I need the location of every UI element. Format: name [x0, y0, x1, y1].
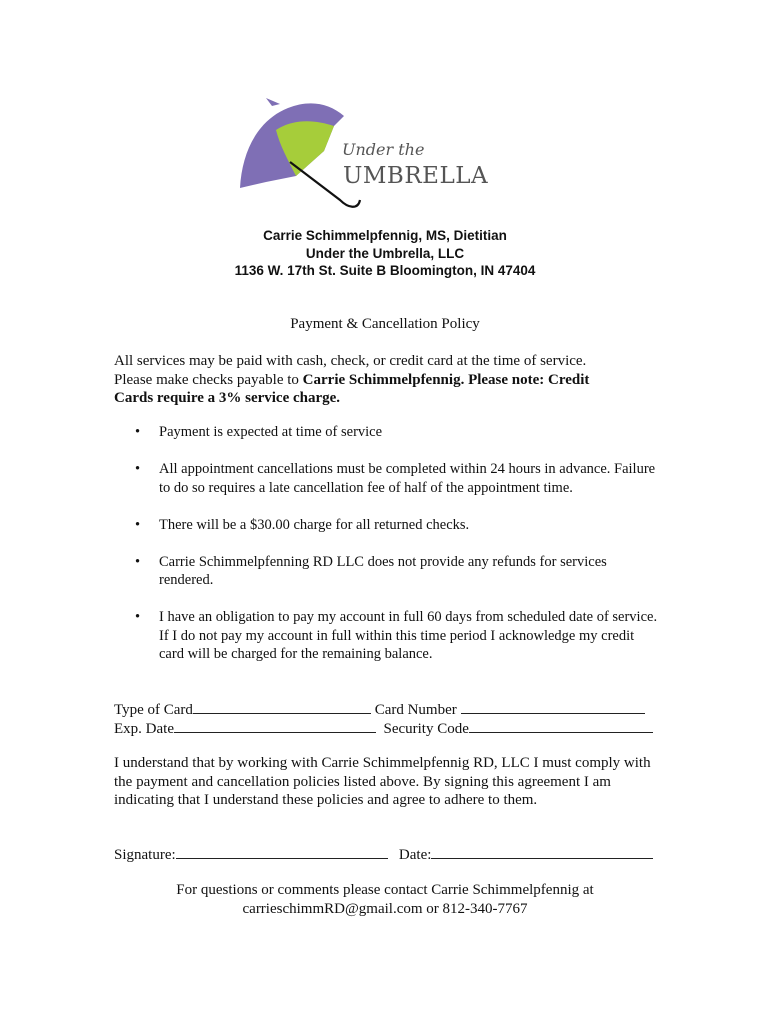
logo-text-umbrella: UMBRELLA	[343, 163, 489, 189]
list-item	[114, 553, 659, 590]
contact-line-2: carrieschimmRD@gmail.com or 812-340-7767	[242, 900, 528, 917]
signature-label: Signature:	[114, 847, 176, 863]
policy-list	[114, 423, 659, 682]
exp-date-field[interactable]	[174, 719, 376, 733]
dietitian-name: Carrie Schimmelpfennig, MS, Dietitian	[263, 228, 507, 243]
bullet-icon: •	[135, 553, 141, 570]
company-name: Under the Umbrella, LLC	[305, 245, 465, 261]
date-label: Date:	[398, 847, 432, 863]
card-exp-row	[114, 719, 653, 738]
intro-line-2	[114, 371, 659, 390]
list-item	[114, 423, 659, 442]
bullet-text: There will be a $30.00 charge for all returned checks.	[159, 516, 470, 533]
bullet-icon: •	[135, 516, 141, 533]
intro-paragraph	[114, 352, 659, 408]
bullet-icon: •	[135, 609, 141, 625]
list-item	[114, 460, 659, 497]
card-number-label: Card Number	[374, 702, 457, 718]
exp-date-label: Exp. Date	[114, 721, 174, 737]
logo-text-under-the: Under the	[342, 140, 425, 159]
bullet-icon: •	[135, 461, 141, 477]
card-info-row	[114, 700, 645, 719]
under-the-umbrella-logo	[236, 96, 489, 221]
signature-field[interactable]	[176, 845, 388, 859]
bullet-icon: •	[135, 424, 141, 440]
bullet-text: Carrie Schimmelpfenning RD LLC does not provide any refunds for services rendered.	[159, 553, 607, 588]
intro-line-3	[114, 389, 659, 408]
bullet-text: I have an obligation to pay my account in full 60 days from scheduled date of service. If I do not pay my account in full within this time period I acknowledge my credit card will be charged for the remaining balance.	[159, 609, 658, 662]
type-of-card-label: Type of Card	[114, 702, 193, 718]
intro-line-1: All services may be paid with cash, check, or credit card at the time of service.	[114, 353, 587, 369]
bullet-text: All appointment cancellations must be completed within 24 hours in advance. Failure to do so requires a late cancellation fee of half of the appointment time.	[159, 461, 656, 496]
card-number-field[interactable]	[461, 700, 645, 714]
date-field[interactable]	[431, 845, 653, 859]
letterhead	[0, 227, 770, 280]
list-item	[114, 608, 659, 664]
intro-line-2-prefix: Please make checks payable to	[114, 371, 303, 388]
policy-title: Payment & Cancellation Policy	[290, 316, 480, 332]
contact-line-1: For questions or comments please contact Carrie Schimmelpfennig at	[176, 882, 594, 898]
type-of-card-field[interactable]	[193, 700, 371, 714]
company-address: 1136 W. 17th St. Suite B Bloomington, IN 47404	[234, 263, 536, 278]
intro-line-2-bold: Carrie Schimmelpfennig. Please note: Credit	[302, 371, 590, 388]
list-item	[114, 516, 659, 535]
signature-row	[114, 845, 653, 864]
acknowledgement-paragraph: I understand that by working with Carrie Schimmelpfennig RD, LLC I must comply with the payment and cancellation policies listed above. By signing this agreement I am indicating that I understand these policies and agree to adhere to them.	[114, 755, 651, 808]
contact-info	[0, 881, 770, 918]
intro-line-3-bold: Cards require a 3% service charge.	[114, 390, 341, 406]
security-code-label: Security Code	[383, 721, 469, 737]
security-code-field[interactable]	[469, 719, 653, 733]
bullet-text: Payment is expected at time of service	[159, 424, 383, 440]
